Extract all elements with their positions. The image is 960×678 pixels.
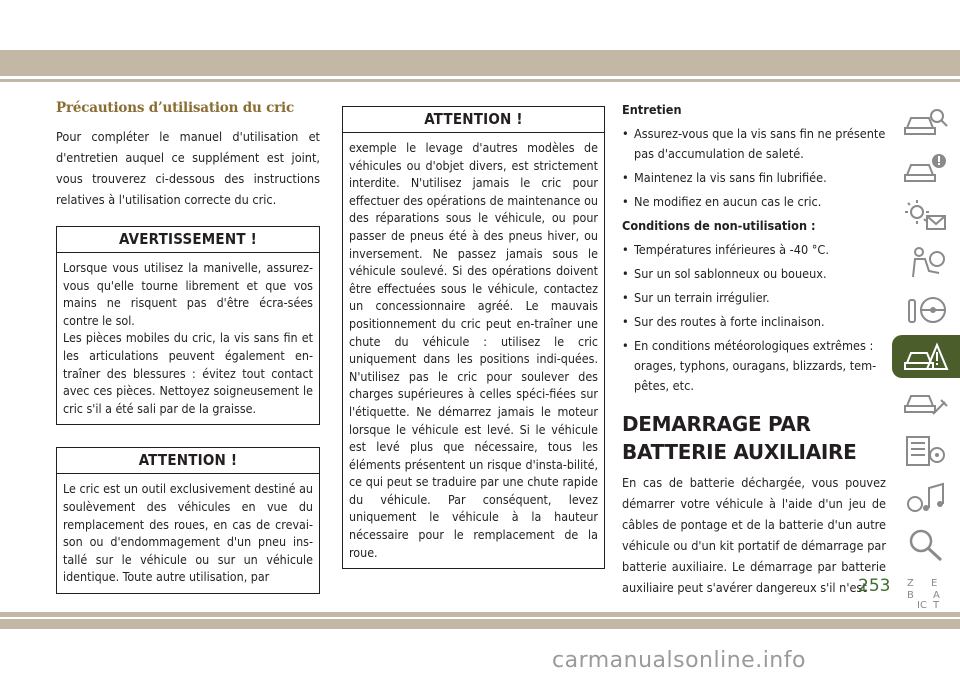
tab-starting-operating[interactable] [892, 288, 960, 331]
starting-operating-icon [903, 292, 949, 328]
index-icon [903, 574, 949, 610]
multimedia-icon [903, 480, 949, 516]
lights-message-icon [903, 198, 949, 234]
svg-text:Z: Z [907, 577, 914, 589]
warning-body [57, 253, 319, 424]
caution-body: Le cric est un outil exclusivement destiné au soulèvement des véhicules en vue du remplacement des roues, en cas de crevai-son ou d'endommagement d'un pneu ins-tallé sur le véhicule ou sur un véhicule identique. Toute autre utilisation, par [63, 481, 313, 585]
chapter-tabs [892, 100, 960, 617]
airbag-safety-icon [903, 245, 949, 281]
warning-paragraph-1: Lorsque vous utilisez la manivelle, assurez-vous qu'elle tourne librement et que vos mains ne risquent pas d'être écra-sées contre le sol. [63, 260, 313, 328]
svg-text:T: T [933, 599, 940, 610]
tab-roadside-emergency[interactable] [892, 335, 960, 378]
tab-index[interactable] [892, 570, 960, 613]
tab-airbag-safety[interactable] [892, 241, 960, 284]
caution-box-continued [342, 106, 605, 569]
car-search-icon [903, 104, 949, 140]
header-band [0, 50, 960, 76]
tab-car-warning[interactable] [892, 147, 960, 190]
page-number: 253 [858, 576, 891, 596]
tab-lights-message[interactable] [892, 194, 960, 237]
tab-specifications[interactable] [892, 429, 960, 472]
nonuse-item: • Sur un sol sablonneux ou boueux. [622, 264, 886, 284]
maintenance-item: • Ne modifiez en aucun cas le cric. [622, 192, 886, 212]
nonuse-item: • En conditions météorologiques extrêmes : orages, typhons, ouragans, blizzards, tem-pêtes, etc. [622, 336, 886, 396]
footer-band [0, 612, 960, 617]
nonuse-item: • Sur un terrain irrégulier. [622, 288, 886, 308]
nonuse-item: • Sur des routes à forte inclinaison. [622, 312, 886, 332]
section-heading: DEMARRAGE PAR BATTERIE AUXILIAIRE [622, 412, 857, 464]
caution-title: ATTENTION ! [57, 448, 319, 474]
footer-band-lower [0, 619, 960, 629]
roadside-emergency-icon [903, 339, 949, 375]
svg-text:E: E [931, 577, 938, 589]
tab-car-search[interactable] [892, 100, 960, 143]
specifications-icon [903, 433, 949, 469]
customer-assistance-icon [903, 527, 949, 563]
warning-title: AVERTISSEMENT ! [57, 227, 319, 253]
warning-box [56, 226, 320, 425]
watermark: carmanualsonline.info [552, 648, 806, 673]
maintenance-label: Entretien [622, 102, 682, 117]
column-3 [622, 100, 886, 598]
car-warning-icon [903, 151, 949, 187]
car-service-icon [903, 386, 949, 422]
tab-customer-assistance[interactable] [892, 523, 960, 566]
caution-box [56, 447, 320, 594]
maintenance-item: • Maintenez la vis sans fin lubrifiée. [622, 168, 886, 188]
caution-body-continued: exemple le levage d'autres modèles de véhicules ou d'objet divers, est strictement interdite. N'utilisez jamais le cric pour effectuer des opérations de maintenance ou des réparations sous le véhicule, ou pour passer de pneus été à des pneus hiver, ou inversement. Ne passez jamais sous le véhicule soulevé. Si des opérations doivent être effectuées sous le véhicule, contactez un concessionnaire agréé. Le mauvais positionnement du cric peut en-traîner une chute du véhicule : utilisez le cric uniquement dans les positions indi-quées. N'utilisez pas le cric pour soulever des charges supérieures à celles spéci-fiées sur l'étiquette. Ne démarrez jamais le moteur lorsque le véhicule est levé. Si le véhicule est levé plus que nécessaire, tous les éléments présentent un risque d'insta-bilité, ce qui peut se traduire par une chute rapide du véhicule. Par conséquent, levez uniquement le véhicule à la hauteur nécessaire pour le remplacement de la roue. [349, 140, 598, 560]
intro-paragraph: Pour compléter le manuel d'utilisation et d'entretien auquel ce supplément est joint, vous trouverez ci-dessous des instructions relatives à l'utilisation correcte du cric. [56, 129, 320, 207]
svg-text:IC: IC [917, 599, 927, 610]
svg-text:B: B [907, 589, 914, 601]
maintenance-item: • Assurez-vous que la vis sans fin ne présente pas d'accumulation de saleté. [622, 124, 886, 164]
tab-multimedia[interactable] [892, 476, 960, 519]
column-1 [56, 96, 320, 594]
svg-text:A: A [933, 589, 940, 601]
warning-paragraph-2: Les pièces mobiles du cric, la vis sans fin et les articulations peuvent également en-traîner des blessures : évitez tout contact avec ces pièces. Nettoyez soigneusement le cric s'il a été sali par de la graisse. [63, 330, 313, 416]
section-paragraph: En cas de batterie déchargée, vous pouvez démarrer votre véhicule à l'aide d'un jeu de câbles de pontage et de la batterie d'un autre véhicule ou d'un kit portatif de démarrage par batterie auxiliaire. Le démarrage par batterie auxiliaire peut s'avérer dangereux s'il n'est [622, 475, 886, 595]
nonuse-label: Conditions de non-utilisation : [622, 218, 816, 233]
header-rule [0, 79, 960, 82]
nonuse-item: • Températures inférieures à -40 °C. [622, 240, 886, 260]
tab-car-service[interactable] [892, 382, 960, 425]
section-subtitle: Précautions d’utilisation du cric [56, 100, 294, 116]
caution-title-continued: ATTENTION ! [343, 106, 604, 133]
